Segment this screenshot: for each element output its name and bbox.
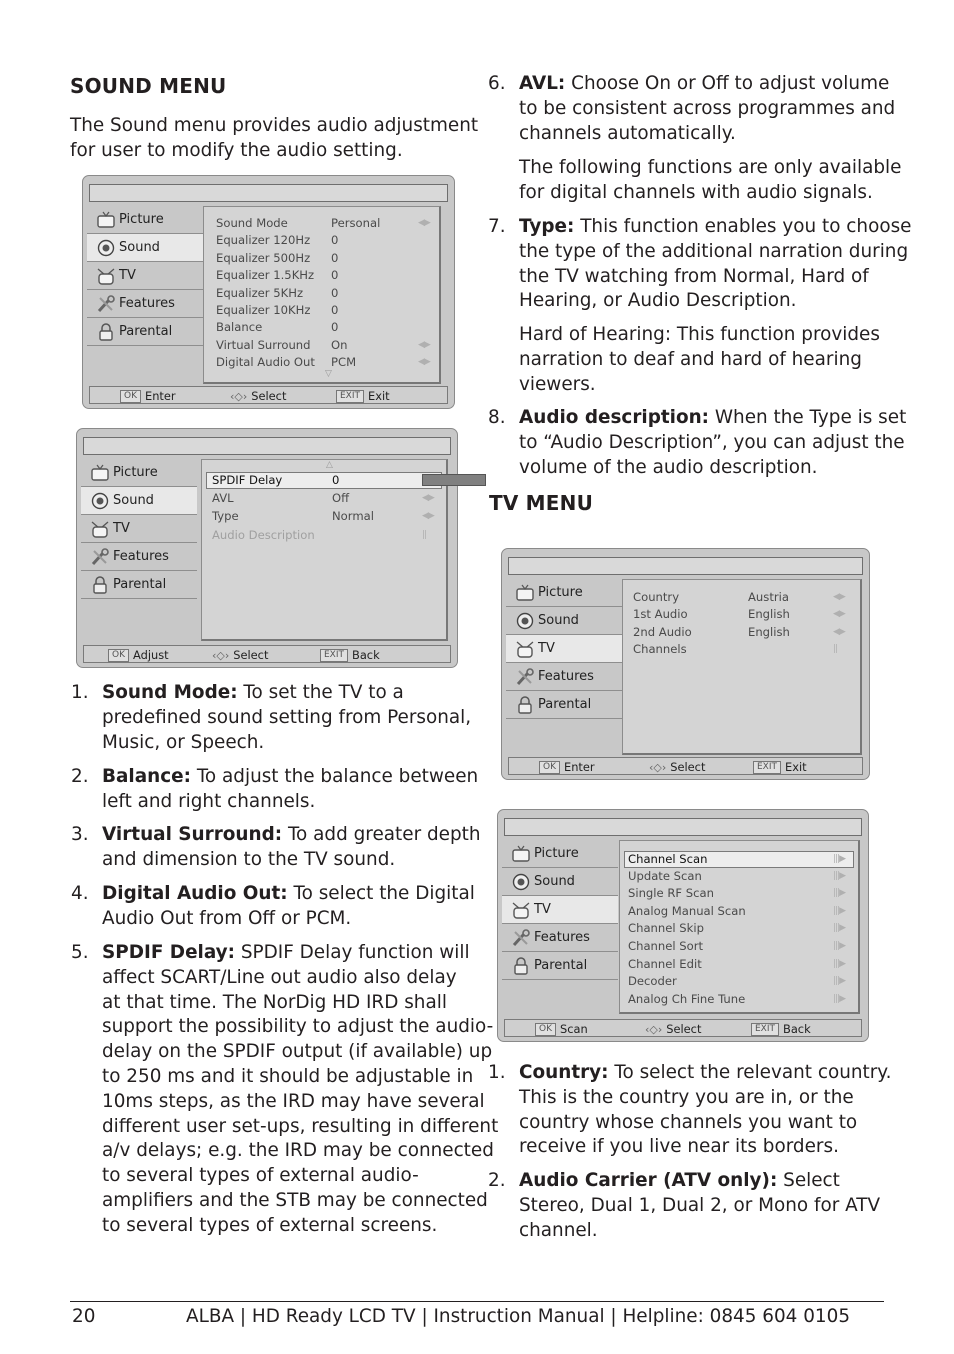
menu-row[interactable] — [204, 355, 439, 372]
submenu-icon: |||▶ — [833, 976, 846, 987]
nav-item-parental[interactable] — [502, 952, 618, 980]
menu-title-bar — [89, 184, 448, 202]
value-slider — [422, 474, 486, 486]
menu-row[interactable] — [204, 268, 439, 285]
list-line: to “Audio Description”, you can adjust the — [519, 431, 905, 453]
left-right-arrows-icon: ◀▶ — [422, 511, 434, 521]
lock-icon — [89, 575, 110, 595]
lock-icon — [510, 956, 531, 976]
list-number: 4. — [71, 883, 89, 904]
row-label: Decoder — [628, 974, 677, 989]
tools-icon — [510, 928, 531, 948]
list-number: 1. — [71, 682, 89, 703]
select-arrows-icon: ‹◇› — [212, 648, 230, 662]
list-line: Audio Out from Off or PCM. — [102, 907, 352, 929]
row-value: 0 — [331, 268, 339, 283]
row-value: 0 — [332, 473, 340, 487]
submenu-icon: || — [422, 529, 427, 540]
menu-row[interactable] — [204, 320, 439, 337]
list-line: 10ms steps, as the IRD may have several — [102, 1090, 485, 1112]
list-line — [102, 765, 479, 790]
submenu-icon: |||▶ — [833, 923, 846, 934]
sound-menu-heading: SOUND MENU — [70, 74, 227, 98]
speaker-icon — [510, 872, 531, 892]
row-value: 0 — [331, 250, 339, 265]
sound-intro-line: The Sound menu provides audio adjustment — [70, 115, 479, 136]
list-line — [519, 72, 889, 97]
list-line: the TV watching from Normal, Hard of — [519, 265, 869, 287]
menu-title-bar — [504, 818, 862, 836]
nav-item-tv[interactable] — [506, 635, 622, 663]
submenu-icon: |||▶ — [833, 993, 846, 1004]
list-line: This is the country you are in, or the — [519, 1086, 854, 1108]
list-line — [519, 323, 889, 348]
list-line — [102, 941, 472, 966]
row-label: Channel Scan — [628, 852, 708, 866]
exit-key-icon: EXIT — [320, 649, 348, 662]
nav-label: Features — [534, 930, 590, 945]
list-line: left and right channels. — [102, 790, 316, 812]
nav-label: Parental — [119, 324, 173, 339]
nav-item-sound[interactable] — [87, 234, 203, 262]
tv-channel-menu-screenshot — [497, 809, 869, 1042]
footer-text: ALBA | HD Ready LCD TV | Instruction Manual | Helpline: 0845 604 0105 — [186, 1306, 851, 1327]
ok-key-icon: OK — [535, 1023, 556, 1036]
ok-key-icon: OK — [539, 761, 560, 774]
list-line — [102, 681, 472, 706]
nav-item-features[interactable] — [506, 663, 622, 691]
ok-key-icon: OK — [108, 649, 129, 662]
nav-item-sound[interactable] — [502, 868, 618, 896]
row-label: Digital Audio Out — [216, 355, 315, 370]
list-text: Choose On or Off to adjust volume — [565, 73, 890, 94]
row-label: Equalizer 1.5KHz — [216, 268, 315, 283]
menu-row[interactable] — [620, 974, 858, 991]
list-line: a/v delays; e.g. the IRD may be connected — [102, 1140, 494, 1162]
menu-nav — [506, 579, 622, 719]
row-label: Equalizer 5KHz — [216, 285, 304, 300]
list-line — [519, 215, 912, 240]
nav-label: TV — [534, 902, 551, 917]
list-text: To set the TV to a — [237, 682, 404, 703]
list-line: channels automatically. — [519, 122, 736, 144]
nav-label: Parental — [538, 697, 592, 712]
row-value: On — [331, 337, 348, 352]
menu-title-bar — [83, 437, 451, 455]
nav-item-picture[interactable] — [81, 459, 197, 487]
settings-panel — [201, 459, 448, 641]
list-text: When the Type is set — [709, 407, 907, 428]
row-value: 0 — [331, 285, 339, 300]
footer-label: Exit — [785, 760, 807, 774]
row-label: SPDIF Delay — [212, 473, 283, 487]
nav-item-parental[interactable] — [87, 318, 203, 346]
tv-icon — [89, 463, 110, 483]
footer-label: Enter — [145, 389, 176, 403]
submenu-icon: |||▶ — [833, 888, 846, 899]
menu-row[interactable] — [620, 886, 858, 903]
nav-label: TV — [538, 641, 555, 656]
list-number: 5. — [71, 942, 89, 963]
row-label: Channel Skip — [628, 921, 704, 936]
sound-menu-page2-screenshot — [76, 428, 458, 668]
settings-panel — [203, 206, 441, 384]
list-number: 1. — [488, 1062, 506, 1083]
menu-row[interactable] — [623, 607, 860, 624]
list-term: AVL: — [519, 73, 566, 94]
row-label: Analog Ch Fine Tune — [628, 991, 746, 1006]
nav-label: TV — [119, 268, 136, 283]
settings-panel — [622, 579, 862, 755]
list-line: channel. — [519, 1219, 598, 1241]
list-line: to be consistent across programmes and — [519, 97, 896, 119]
sound-intro — [70, 113, 478, 163]
menu-row[interactable] — [204, 233, 439, 250]
nav-item-tv[interactable] — [81, 515, 197, 543]
submenu-icon: || — [833, 644, 838, 655]
row-label: Update Scan — [628, 868, 702, 883]
nav-label: Features — [119, 296, 175, 311]
menu-row[interactable] — [623, 590, 860, 607]
row-label: AVL — [212, 490, 234, 505]
menu-footer — [83, 645, 451, 663]
menu-row[interactable] — [620, 921, 858, 938]
list-text: The following functions are only available — [519, 157, 902, 178]
list-line: to 250 ms and it should be adjustable in — [102, 1065, 474, 1087]
row-value: Austria — [748, 590, 789, 604]
list-line: narration to deaf and hard of hearing — [519, 348, 862, 370]
list-number: 6. — [488, 73, 506, 94]
row-label: 1st Audio — [633, 607, 688, 622]
footer-label: Select — [233, 648, 269, 662]
menu-row[interactable] — [202, 528, 446, 545]
left-right-arrows-icon: ◀▶ — [833, 626, 845, 637]
footer-label: Adjust — [133, 648, 169, 662]
list-line — [102, 823, 481, 848]
speaker-icon — [95, 238, 116, 258]
list-line: amplifiers and the STB may be connected — [102, 1189, 488, 1211]
nav-label: Sound — [113, 493, 154, 508]
list-line: and dimension to the TV sound. — [102, 848, 396, 870]
list-term: SPDIF Delay: — [102, 942, 236, 963]
menu-row[interactable] — [202, 509, 446, 526]
list-line: country whose channels you want to — [519, 1111, 858, 1133]
list-number: 2. — [488, 1170, 506, 1191]
nav-label: Sound — [119, 240, 160, 255]
row-label: Equalizer 10KHz — [216, 303, 311, 317]
ok-key-icon: OK — [120, 390, 141, 403]
list-line: volume of the audio description. — [519, 456, 818, 478]
menu-row[interactable] — [620, 957, 858, 974]
list-text: To select the relevant country. — [608, 1062, 892, 1083]
nav-label: Sound — [534, 874, 575, 889]
row-label: Virtual Surround — [216, 337, 311, 352]
submenu-icon: |||▶ — [833, 941, 846, 951]
menu-row[interactable] — [204, 303, 439, 320]
menu-row[interactable] — [623, 642, 860, 659]
select-arrows-icon: ‹◇› — [230, 389, 248, 403]
list-line: Hearing, or Audio Description. — [519, 290, 797, 312]
menu-nav — [81, 459, 197, 599]
list-line: viewers. — [519, 373, 596, 395]
nav-label: Parental — [113, 577, 167, 592]
page-number: 20 — [72, 1306, 96, 1327]
row-label: Country — [633, 590, 680, 604]
row-value: English — [748, 624, 790, 639]
list-text: This function enables you to choose — [574, 216, 912, 237]
left-right-arrows-icon: ◀▶ — [418, 218, 430, 228]
nav-item-tv[interactable] — [87, 262, 203, 290]
tools-icon — [514, 667, 535, 687]
footer-label: Exit — [368, 389, 390, 403]
list-term: Sound Mode: — [102, 682, 238, 703]
list-line: support the possibility to adjust the audio- — [102, 1016, 494, 1038]
footer-label: Select — [670, 760, 706, 774]
menu-nav — [502, 840, 618, 980]
nav-item-parental[interactable] — [506, 691, 622, 719]
nav-label: Features — [538, 669, 594, 684]
list-line: to several types of external audio- — [102, 1165, 419, 1187]
list-line: predefined sound setting from Personal, — [102, 706, 472, 728]
menu-row[interactable] — [202, 491, 446, 508]
menu-nav — [87, 206, 203, 346]
exit-key-icon: EXIT — [753, 761, 781, 774]
row-value: Personal — [331, 216, 381, 230]
lock-icon — [95, 322, 116, 342]
list-number: 3. — [71, 824, 89, 845]
nav-item-sound[interactable] — [81, 487, 197, 515]
nav-item-picture[interactable] — [506, 579, 622, 607]
tv-icon — [514, 583, 535, 603]
list-line: Stereo, Dual 1, Dual 2, or Mono for ATV — [519, 1194, 881, 1216]
footer-label: Select — [251, 389, 287, 403]
row-label: Balance — [216, 320, 263, 335]
list-line: at that time. The NorDig HD IRD shall — [102, 991, 447, 1013]
nav-item-parental[interactable] — [81, 571, 197, 599]
nav-label: Parental — [534, 958, 588, 973]
menu-row[interactable] — [620, 869, 858, 886]
menu-row[interactable] — [204, 338, 439, 355]
speaker-icon — [89, 491, 110, 511]
list-term: Country: — [519, 1062, 609, 1083]
row-label: Single RF Scan — [628, 886, 714, 901]
antenna-tv-icon — [514, 639, 535, 659]
footer-label: Select — [666, 1022, 702, 1036]
nav-label: Picture — [534, 846, 579, 861]
left-right-arrows-icon: ◀▶ — [422, 492, 434, 503]
menu-row[interactable] — [623, 625, 860, 642]
tools-icon — [95, 294, 116, 314]
row-value: PCM — [331, 355, 357, 370]
list-text: To adjust the balance between — [190, 766, 479, 787]
submenu-icon: |||▶ — [833, 854, 846, 864]
row-value: 0 — [331, 233, 339, 248]
list-term: Virtual Surround: — [102, 824, 283, 845]
nav-item-features[interactable] — [87, 290, 203, 318]
tv-menu-screenshot — [501, 548, 870, 780]
submenu-icon: |||▶ — [833, 958, 846, 969]
list-text: Hard of Hearing: This function provides — [519, 324, 880, 345]
list-term: Balance: — [102, 766, 191, 787]
nav-item-tv[interactable] — [502, 896, 618, 924]
list-line: Music, or Speech. — [102, 731, 265, 753]
menu-footer — [508, 757, 863, 775]
row-label: Analog Manual Scan — [628, 903, 746, 918]
nav-label: Picture — [113, 465, 158, 480]
menu-row[interactable] — [206, 472, 442, 489]
lock-icon — [514, 695, 535, 715]
scroll-down-icon: ▽ — [325, 369, 332, 379]
list-term: Digital Audio Out: — [102, 883, 288, 904]
scroll-up-icon: △ — [326, 460, 333, 470]
row-value: English — [748, 607, 790, 622]
list-line: the type of the additional narration during — [519, 240, 909, 262]
menu-row[interactable] — [204, 286, 439, 303]
menu-footer — [504, 1019, 862, 1037]
list-line: different user set-ups, resulting in different — [102, 1115, 499, 1137]
list-text: Select — [777, 1170, 840, 1191]
sound-intro-line: for user to modify the audio setting. — [70, 140, 403, 161]
list-text: To select the Digital — [287, 883, 475, 904]
submenu-icon: |||▶ — [833, 905, 846, 916]
antenna-tv-icon — [95, 266, 116, 286]
row-value: Off — [332, 490, 350, 505]
nav-item-sound[interactable] — [506, 607, 622, 635]
list-term: Audio Carrier (ATV only): — [519, 1170, 778, 1191]
row-label: Equalizer 500Hz — [216, 250, 311, 265]
list-text: To add greater depth — [282, 824, 481, 845]
left-right-arrows-icon: ◀▶ — [418, 357, 430, 368]
row-value: 0 — [331, 303, 339, 317]
nav-item-picture[interactable] — [87, 206, 203, 234]
row-value: 0 — [331, 320, 339, 335]
tools-icon — [89, 547, 110, 567]
nav-label: Features — [113, 549, 169, 564]
tv-icon — [95, 210, 116, 230]
menu-row[interactable] — [204, 251, 439, 268]
list-term: Audio description: — [519, 407, 710, 428]
row-label: Channel Edit — [628, 956, 702, 971]
list-line — [102, 882, 475, 907]
left-right-arrows-icon: ◀▶ — [833, 592, 845, 602]
list-text: SPDIF Delay function will — [235, 942, 470, 963]
list-number: 2. — [71, 766, 89, 787]
antenna-tv-icon — [89, 519, 110, 539]
list-line: affect SCART/Line out audio also delay — [102, 966, 457, 988]
menu-row[interactable] — [204, 216, 439, 233]
list-line: for digital channels with audio signals. — [519, 181, 873, 203]
exit-key-icon: EXIT — [751, 1023, 779, 1036]
menu-footer — [89, 386, 448, 404]
menu-row[interactable] — [620, 992, 858, 1009]
list-line — [519, 1169, 889, 1194]
list-line — [519, 406, 907, 431]
submenu-icon: |||▶ — [833, 870, 846, 881]
row-label: Sound Mode — [216, 216, 288, 230]
list-number: 8. — [488, 407, 506, 428]
list-line — [519, 1061, 892, 1086]
list-term: Type: — [519, 216, 575, 237]
speaker-icon — [514, 611, 535, 631]
list-line: delay on the SPDIF output (if available) up — [102, 1041, 493, 1063]
nav-item-features[interactable] — [81, 543, 197, 571]
exit-key-icon: EXIT — [336, 390, 364, 403]
row-label: Channel Sort — [628, 939, 704, 953]
left-right-arrows-icon: ◀▶ — [833, 609, 845, 620]
tv-icon — [510, 844, 531, 864]
row-label: Audio Description — [212, 527, 315, 542]
list-line — [519, 156, 902, 181]
footer-label: Back — [783, 1022, 811, 1036]
row-label: 2nd Audio — [633, 624, 692, 639]
antenna-tv-icon — [510, 900, 531, 920]
row-label: Type — [212, 509, 239, 523]
footer-label: Enter — [564, 760, 595, 774]
list-line: receive if you live near its borders. — [519, 1136, 839, 1158]
nav-label: Sound — [538, 613, 579, 628]
select-arrows-icon: ‹◇› — [649, 760, 667, 774]
menu-row[interactable] — [620, 904, 858, 921]
footer-rule — [70, 1301, 884, 1302]
nav-item-picture[interactable] — [502, 840, 618, 868]
footer-label: Back — [352, 648, 380, 662]
menu-title-bar — [508, 557, 863, 575]
select-arrows-icon: ‹◇› — [645, 1022, 663, 1036]
settings-panel — [619, 840, 860, 1014]
nav-item-features[interactable] — [502, 924, 618, 952]
menu-row[interactable] — [624, 851, 854, 868]
footer-label: Scan — [560, 1022, 588, 1036]
nav-label: Picture — [119, 212, 164, 227]
nav-label: Picture — [538, 585, 583, 600]
list-line: to several types of external screens. — [102, 1214, 438, 1236]
row-label: Channels — [633, 642, 687, 657]
sound-menu-screenshot — [82, 175, 455, 409]
row-value: Normal — [332, 509, 374, 523]
menu-row[interactable] — [620, 939, 858, 956]
tv-menu-heading: TV MENU — [489, 491, 594, 515]
row-label: Equalizer 120Hz — [216, 233, 311, 248]
nav-label: TV — [113, 521, 130, 536]
left-right-arrows-icon: ◀▶ — [418, 339, 430, 350]
list-number: 7. — [488, 216, 506, 237]
